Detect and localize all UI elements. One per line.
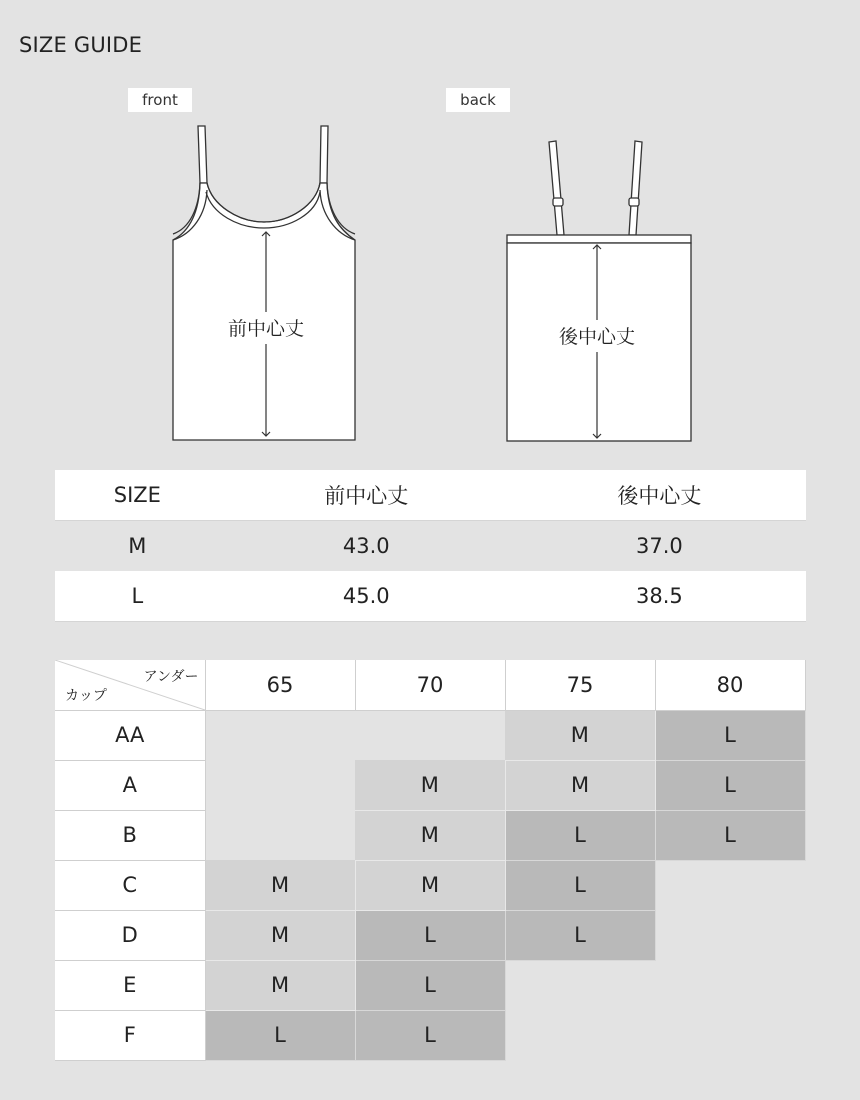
bra-table-row [55,960,805,1010]
size-cell: L [355,1010,505,1060]
back-view-label: back [446,88,510,112]
size-table-cell: 45.0 [220,571,513,622]
size-cell: L [655,710,805,760]
bra-table-row [55,810,805,860]
page-title: SIZE GUIDE [19,33,143,57]
under-size-header: 65 [205,660,355,710]
size-cell: M [205,860,355,910]
front-camisole-drawing [173,126,355,440]
bra-table-row [55,760,805,810]
front-view-label: front [128,88,192,112]
size-table-header: 前中心丈 [220,470,513,521]
size-table-header: 後中心丈 [513,470,806,521]
size-cell: M [355,810,505,860]
size-table-row [55,571,806,622]
size-table-cell: M [55,521,220,572]
size-cell: M [355,860,505,910]
size-table-row [55,521,806,572]
under-size-header: 75 [505,660,655,710]
size-cell: M [205,960,355,1010]
under-size-header: 80 [655,660,805,710]
bra-table-row [55,860,805,910]
back-camisole-drawing [507,141,691,441]
empty-cell [205,710,355,760]
bra-size-table [55,660,806,1061]
size-cell: L [355,910,505,960]
size-table-header: SIZE [55,470,220,521]
size-cell: L [505,810,655,860]
size-table-cell: 38.5 [513,571,806,622]
size-table-cell: L [55,571,220,622]
cup-size-label: C [55,860,205,910]
size-cell: M [355,760,505,810]
cup-size-label: A [55,760,205,810]
garment-illustrations [0,0,860,460]
empty-cell [655,910,805,960]
size-cell: L [505,910,655,960]
size-cell: L [655,760,805,810]
empty-cell [655,960,805,1010]
bra-table-row [55,1010,805,1060]
size-table-cell: 37.0 [513,521,806,572]
empty-cell [655,860,805,910]
size-table-header-row [55,470,806,521]
bra-table-header-row [55,660,805,710]
size-cell: M [505,710,655,760]
size-table-cell: 43.0 [220,521,513,572]
cup-size-label: F [55,1010,205,1060]
cup-size-label: AA [55,710,205,760]
empty-cell [205,760,355,810]
size-table [55,470,806,622]
cup-size-label: E [55,960,205,1010]
empty-cell [355,710,505,760]
under-size-header: 70 [355,660,505,710]
empty-cell [655,1010,805,1060]
cup-size-label: D [55,910,205,960]
cup-size-label: B [55,810,205,860]
cup-label: カップ [65,687,107,704]
size-cell: M [205,910,355,960]
front-measure-label: 前中心丈 [227,318,305,340]
size-cell: M [505,760,655,810]
back-measure-label: 後中心丈 [558,326,636,348]
empty-cell [205,810,355,860]
bra-table-row [55,710,805,760]
bra-table-corner [55,660,205,710]
empty-cell [505,1010,655,1060]
bra-table-row [55,910,805,960]
empty-cell [505,960,655,1010]
size-cell: L [355,960,505,1010]
size-cell: L [205,1010,355,1060]
size-cell: L [505,860,655,910]
under-band-label: アンダー [143,669,199,685]
size-cell: L [655,810,805,860]
